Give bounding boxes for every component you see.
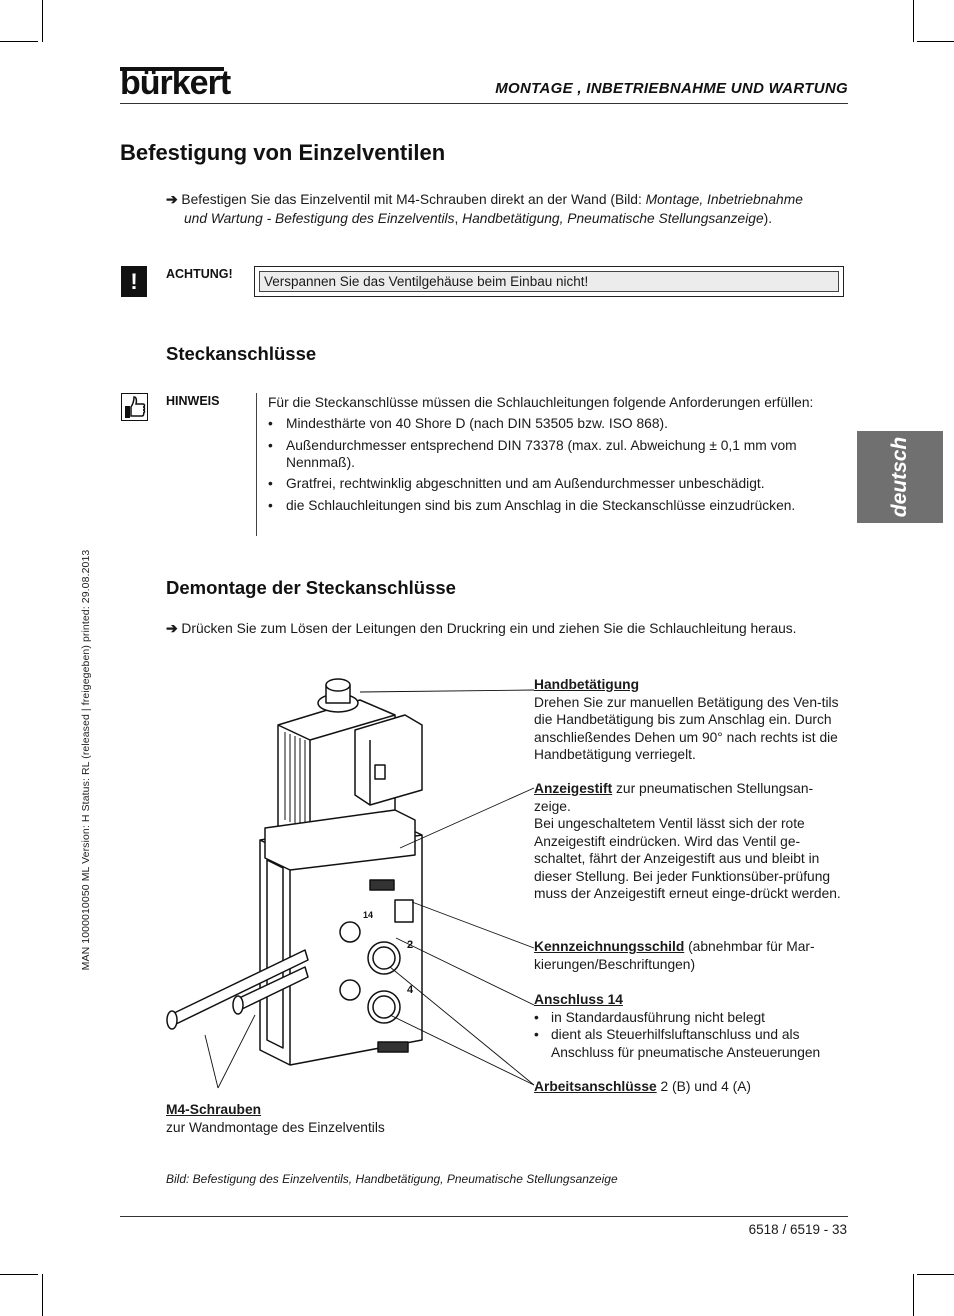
list-item: • Gratfrei, rechtwinklig abgeschnitten und am Außendurchmesser unbeschädigt.	[268, 475, 848, 492]
list-item: • Mindesthärte von 40 Shore D (nach DIN 53505 bzw. ISO 868).	[268, 415, 848, 432]
port-4-label: 4	[407, 984, 414, 996]
dismount-paragraph: ➔ Drücken Sie zum Lösen der Leitungen den Druckring ein und ziehen Sie die Schlauchleitung heraus.	[166, 621, 797, 636]
page-title: Befestigung von Einzelventilen	[120, 140, 446, 165]
list-item: • dient als Steuerhilfsluftanschluss und als Anschluss für pneumatische Ansteuerungen	[534, 1026, 844, 1061]
footer-rule	[120, 1216, 848, 1217]
crop-mark	[42, 1274, 43, 1316]
warning-icon: !	[121, 266, 147, 297]
brand-logo: bürkert	[120, 64, 231, 102]
valve-illustration	[160, 670, 540, 1100]
arrow-icon: ➔	[166, 621, 178, 636]
note-content	[268, 394, 848, 518]
arrow-icon: ➔	[166, 192, 178, 207]
warning-text: Verspannen Sie das Ventilgehäuse beim Einbau nicht!	[259, 271, 839, 292]
crop-mark	[42, 0, 43, 42]
warning-label: ACHTUNG!	[166, 267, 233, 281]
language-tab: deutsch	[857, 431, 943, 523]
intro-paragraph: ➔ Befestigen Sie das Einzelventil mit M4-Schrauben direkt an der Wand (Bild: Montage, Inbetriebnahme und Wartung - Befestigung des Einzelventils, Handbetätigung, Pneumatische Stellungsanzeige).	[166, 192, 803, 226]
port-14-label: 14	[363, 910, 374, 920]
note-rule	[256, 393, 257, 536]
note-intro: Für die Steckanschlüsse müssen die Schlauchleitungen folgende Anforderungen erfüllen:	[268, 395, 814, 410]
crop-mark	[913, 0, 914, 42]
warning-box	[254, 266, 844, 297]
plugs-heading: Steckanschlüsse	[166, 343, 317, 364]
list-item: • die Schlauchleitungen sind bis zum Anschlag in die Steckanschlüsse einzudrücken.	[268, 497, 848, 514]
section-header: MONTAGE , INBETRIEBNAHME UND WARTUNG	[495, 80, 848, 97]
list-item: • Außendurchmesser entsprechend DIN 73378 (max. zul. Abweichung ± 0,1 mm vom Nennmaß).	[268, 437, 848, 471]
desc-handbetaetigung: Handbetätigung Drehen Sie zur manuellen Betätigung des Ven-tils die Handbetätigung bis zum Anschlag ein. Durch anschließendes Dehen um 90° nach rechts ist die Handbetätigung verriegelt.	[534, 677, 839, 762]
note-label: HINWEIS	[166, 394, 220, 408]
crop-mark	[0, 1274, 38, 1275]
desc-anzeigestift: Anzeigestift zur pneumatischen Stellungsan-zeige. Bei ungeschaltetem Ventil lässt sich der rote Anzeigestift eindrücken. Wird das Ventil ge-schaltet, fährt der Anzeigestift aus und bleibt in dieser Stellung. Bei jeder Funktionsüber-prüfung muss der Anzeigestift erneut einge-drückt werden.	[534, 781, 841, 901]
port-2-label: 2	[407, 939, 414, 951]
crop-mark	[917, 1274, 954, 1275]
header-rule	[120, 103, 848, 104]
desc-anschluss-14: Anschluss 14 • in Standardausführung nicht belegt • dient als Steuerhilfsluftanschluss und als Anschluss für pneumatische Ansteuerungen	[534, 991, 844, 1061]
list-item: • in Standardausführung nicht belegt	[534, 1009, 844, 1027]
figure-caption: Bild: Befestigung des Einzelventils, Handbetätigung, Pneumatische Stellungsanzeige	[166, 1172, 618, 1186]
page-number: 6518 / 6519 - 33	[748, 1222, 847, 1237]
dismount-heading: Demontage der Steckanschlüsse	[166, 577, 456, 598]
desc-kennzeichnung: Kennzeichnungsschild (abnehmbar für Mar-kierungen/Beschriftungen)	[534, 939, 815, 972]
desc-m4-screws: M4-Schrauben zur Wandmontage des Einzelventils	[166, 1102, 385, 1135]
pointing-hand-icon	[121, 393, 148, 421]
crop-mark	[917, 41, 954, 42]
crop-mark	[0, 41, 38, 42]
crop-mark	[913, 1274, 914, 1316]
desc-arbeitsanschluesse: Arbeitsanschlüsse 2 (B) und 4 (A)	[534, 1079, 752, 1094]
